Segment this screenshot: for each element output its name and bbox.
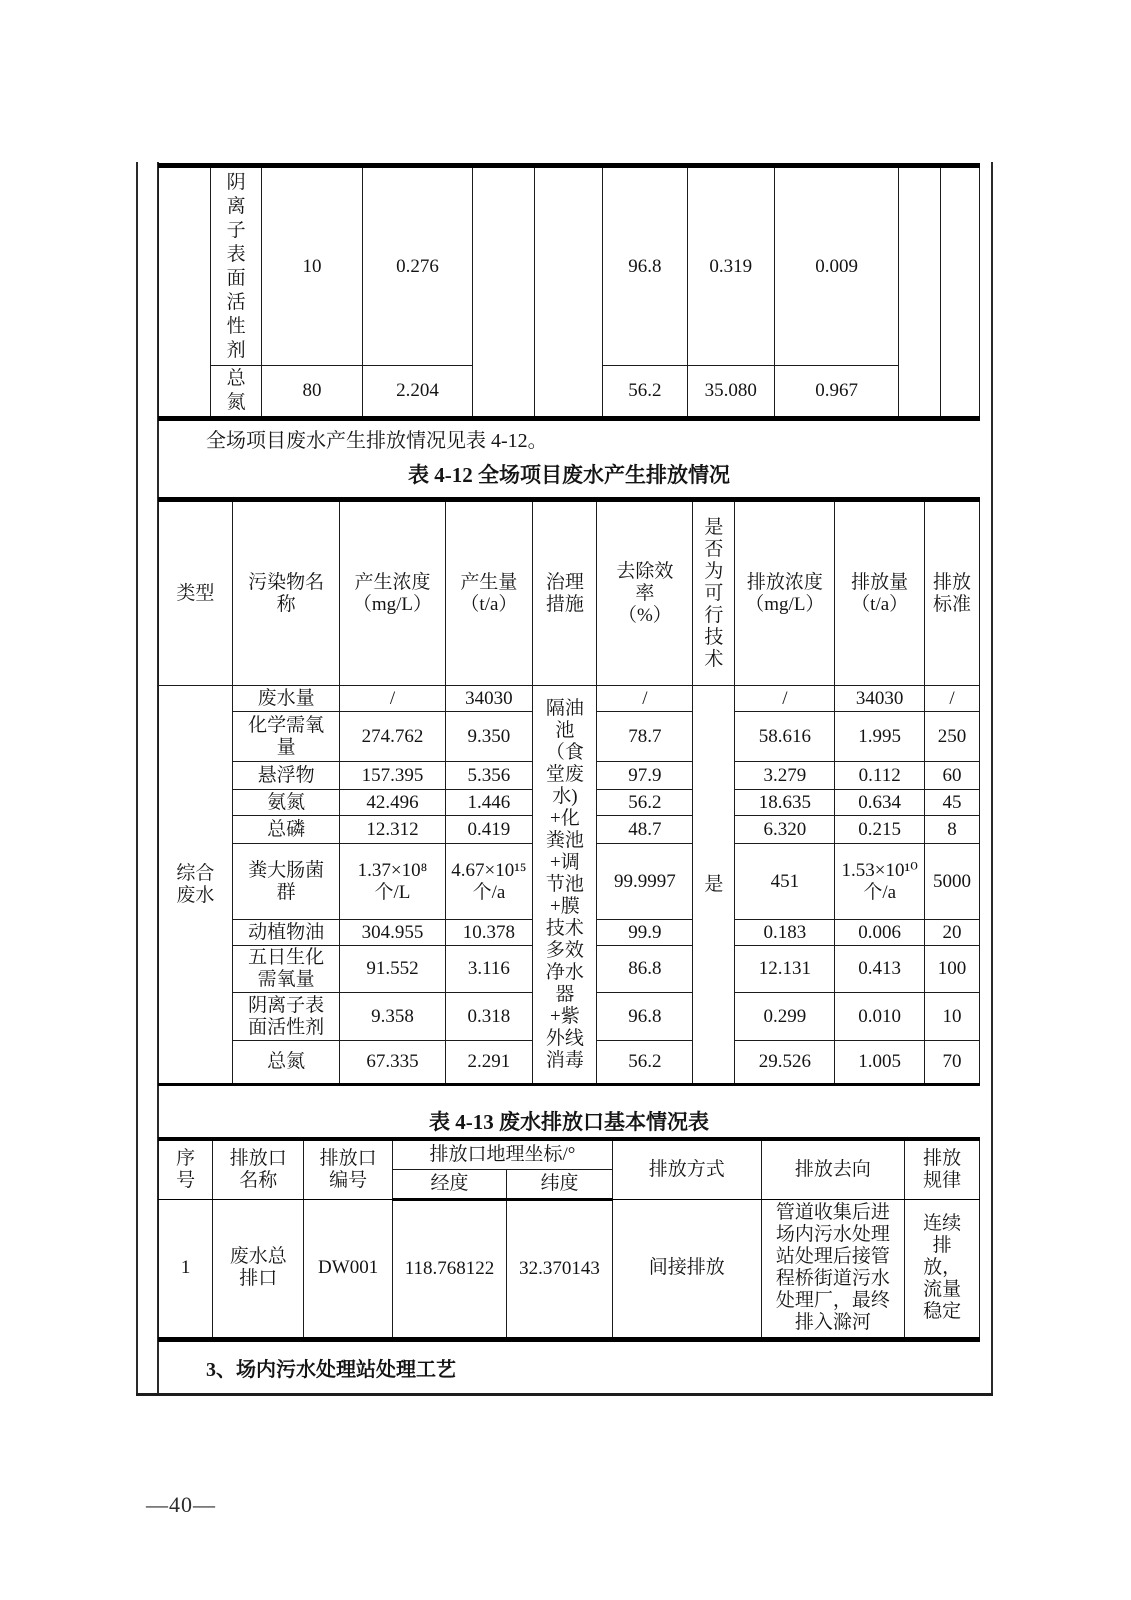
standard-value-cell: 80 (262, 366, 362, 419)
discharge-amount-cell: 0.009 (774, 166, 899, 366)
header-outlet-name: 排放口名称 (213, 1139, 304, 1199)
header-serial: 序号 (159, 1139, 213, 1199)
discharge-amount-cell: 0.967 (774, 366, 899, 419)
header-row (159, 1139, 980, 1169)
gen-conc-cell: 1.37×10⁸个/L (340, 844, 445, 920)
header-destination: 排放去向 (761, 1139, 905, 1199)
table-4-13-title: 表 4-13 废水排放口基本情况表 (429, 1110, 709, 1134)
standard-cell: 10 (924, 993, 979, 1041)
gen-conc-cell: 12.312 (340, 816, 445, 844)
standard-cell: 20 (924, 920, 979, 946)
destination-cell: 管道收集后进场内污水处理站处理后接管程桥街道污水处理厂，最终排入滁河 (761, 1199, 905, 1339)
table-4-12-title: 表 4-12 全场项目废水产生排放情况 (408, 463, 730, 487)
empty-type-cell (159, 166, 211, 419)
pollutant-name-cell: 总氮 (210, 366, 262, 419)
table-4-13 (158, 1137, 980, 1342)
gen-amount-cell: 2.291 (445, 1041, 533, 1085)
frame-bottom-line (136, 1393, 993, 1396)
header-gen-amount: 产生量（t/a） (445, 500, 533, 686)
table-4-12 (158, 497, 980, 1086)
header-coordinates: 排放口地理坐标/° (392, 1139, 612, 1169)
dis-amount-cell: 1.995 (835, 712, 924, 762)
gen-amount-cell: 34030 (445, 686, 533, 712)
treatment-cell: 隔油池（食堂废水)+化粪池+调节池+膜技术多效净水器+紫外线消毒 (533, 686, 597, 1085)
waste-type-cell: 综合废水 (159, 686, 233, 1085)
dis-amount-cell: 0.215 (835, 816, 924, 844)
dis-amount-cell: 34030 (835, 686, 924, 712)
table-row (159, 166, 980, 366)
removal-rate-cell: 56.2 (603, 366, 688, 419)
dis-conc-cell: 0.183 (735, 920, 835, 946)
gen-conc-cell: / (340, 686, 445, 712)
dis-conc-cell: 29.526 (735, 1041, 835, 1085)
removal-cell: / (597, 686, 693, 712)
header-treatment: 治理措施 (533, 500, 597, 686)
discharge-conc-cell: 0.319 (687, 166, 774, 366)
gen-conc-cell: 91.552 (340, 946, 445, 993)
gen-amount-cell: 1.446 (445, 790, 533, 816)
gen-amount-cell: 0.419 (445, 816, 533, 844)
dis-amount-cell: 0.112 (835, 762, 924, 790)
gen-conc-cell: 9.358 (340, 993, 445, 1041)
dis-conc-cell: 58.616 (735, 712, 835, 762)
discharge-method-cell: 间接排放 (612, 1199, 761, 1339)
gen-amount-cell: 3.116 (445, 946, 533, 993)
outlet-name-cell: 废水总排口 (213, 1199, 304, 1339)
pollutant-name-cell: 废水量 (232, 686, 340, 712)
dis-conc-cell: 451 (735, 844, 835, 920)
header-longitude: 经度 (392, 1169, 506, 1199)
standard-value-cell: 10 (262, 166, 362, 366)
gen-amount-cell: 4.67×10¹⁵个/a (445, 844, 533, 920)
header-dis-conc: 排放浓度（mg/L） (735, 500, 835, 686)
dis-amount-cell: 0.010 (835, 993, 924, 1041)
standard-cell: 100 (924, 946, 979, 993)
table-row (159, 1199, 980, 1339)
removal-cell: 97.9 (597, 762, 693, 790)
standard-cell: 70 (924, 1041, 979, 1085)
standard-cell: 60 (924, 762, 979, 790)
dis-amount-cell: 0.413 (835, 946, 924, 993)
dis-conc-cell: 3.279 (735, 762, 835, 790)
dis-amount-cell: 1.005 (835, 1041, 924, 1085)
removal-cell: 96.8 (597, 993, 693, 1041)
pollutant-name-cell: 五日生化需氧量 (232, 946, 340, 993)
header-discharge-method: 排放方式 (612, 1139, 761, 1199)
gen-conc-cell: 274.762 (340, 712, 445, 762)
pattern-cell: 连续排放，流量稳定 (905, 1199, 980, 1339)
pollutant-name-cell: 总磷 (232, 816, 340, 844)
header-row (159, 500, 980, 686)
longitude-cell: 118.768122 (392, 1199, 506, 1339)
gen-conc-cell: 67.335 (340, 1041, 445, 1085)
serial-cell: 1 (159, 1199, 213, 1339)
gen-amount-cell: 0.318 (445, 993, 533, 1041)
standard-cell: 45 (924, 790, 979, 816)
standard-cell: 5000 (924, 844, 979, 920)
header-standard: 排放标准 (924, 500, 979, 686)
header-pattern: 排放规律 (905, 1139, 980, 1199)
removal-cell: 78.7 (597, 712, 693, 762)
dis-conc-cell: 18.635 (735, 790, 835, 816)
empty-treatment-cell (473, 166, 535, 419)
outlet-code-cell: DW001 (304, 1199, 393, 1339)
gen-conc-cell: 42.496 (340, 790, 445, 816)
header-dis-amount: 排放量（t/a） (835, 500, 924, 686)
frame-left-outer-line (136, 162, 138, 1396)
frame-right-line (991, 162, 993, 1396)
pollutant-name-cell: 阴离子表面活性剂 (232, 993, 340, 1041)
section-heading: 3、场内污水处理站处理工艺 (206, 1359, 456, 1381)
top-continuation-table (158, 163, 980, 421)
pollutant-name-cell: 粪大肠菌群 (232, 844, 340, 920)
gen-conc-cell: 157.395 (340, 762, 445, 790)
pollutant-name-cell: 氨氮 (232, 790, 340, 816)
dis-amount-cell: 0.006 (835, 920, 924, 946)
generated-amount-cell: 0.276 (362, 166, 473, 366)
dis-conc-cell: / (735, 686, 835, 712)
dis-amount-cell: 1.53×10¹⁰个/a (835, 844, 924, 920)
table-row (159, 686, 980, 712)
dis-conc-cell: 6.320 (735, 816, 835, 844)
standard-cell: 8 (924, 816, 979, 844)
dis-conc-cell: 12.131 (735, 946, 835, 993)
latitude-cell: 32.370143 (507, 1199, 613, 1339)
dis-amount-cell: 0.634 (835, 790, 924, 816)
removal-cell: 99.9 (597, 920, 693, 946)
pollutant-name-cell: 总氮 (232, 1041, 340, 1085)
removal-cell: 99.9997 (597, 844, 693, 920)
feasible-cell: 是 (693, 686, 735, 1085)
gen-amount-cell: 9.350 (445, 712, 533, 762)
pollutant-name-cell: 化学需氧量 (232, 712, 340, 762)
gen-amount-cell: 10.378 (445, 920, 533, 946)
generated-amount-cell: 2.204 (362, 366, 473, 419)
header-feasible: 是否为可行技术 (693, 500, 735, 686)
standard-cell: / (924, 686, 979, 712)
gen-conc-cell: 304.955 (340, 920, 445, 946)
gen-amount-cell: 5.356 (445, 762, 533, 790)
removal-cell: 86.8 (597, 946, 693, 993)
removal-cell: 56.2 (597, 790, 693, 816)
empty-cell (941, 166, 980, 419)
removal-cell: 56.2 (597, 1041, 693, 1085)
pollutant-name-cell: 动植物油 (232, 920, 340, 946)
empty-cell (899, 166, 941, 419)
header-gen-conc: 产生浓度（mg/L） (340, 500, 445, 686)
header-type: 类型 (159, 500, 233, 686)
header-removal: 去除效率（%） (597, 500, 693, 686)
pollutant-name-cell: 悬浮物 (232, 762, 340, 790)
removal-rate-cell: 96.8 (603, 166, 688, 366)
intro-paragraph: 全场项目废水产生排放情况见表 4-12。 (206, 430, 548, 452)
standard-cell: 250 (924, 712, 979, 762)
header-latitude: 纬度 (507, 1169, 613, 1199)
pollutant-name-cell: 阴离子表面活性剂 (210, 166, 262, 366)
page-number: —40— (146, 1492, 216, 1517)
header-outlet-code: 排放口编号 (304, 1139, 393, 1199)
removal-cell: 48.7 (597, 816, 693, 844)
discharge-conc-cell: 35.080 (687, 366, 774, 419)
dis-conc-cell: 0.299 (735, 993, 835, 1041)
empty-feasible-cell (534, 166, 602, 419)
header-pollutant: 污染物名称 (232, 500, 340, 686)
